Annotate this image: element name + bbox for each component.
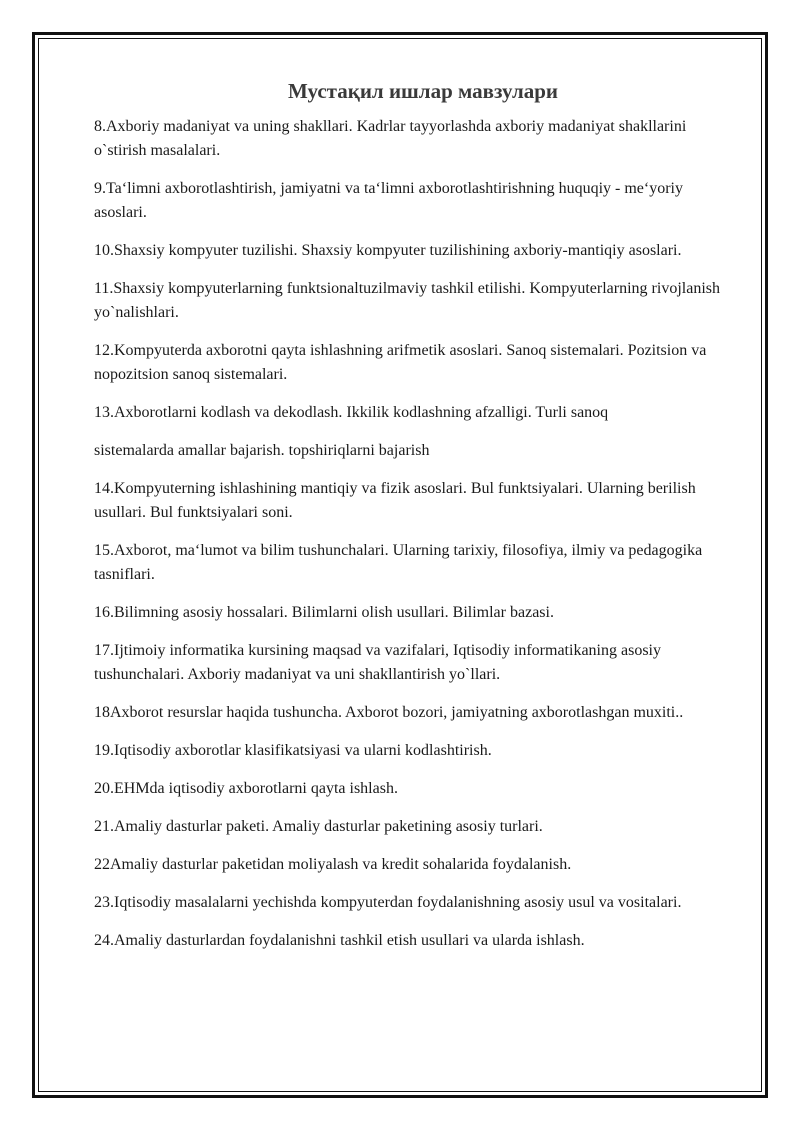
list-item-24: 24.Amaliy dasturlardan foydalanishni tashkil etish usullari va ularda ishlash. <box>94 932 585 949</box>
list-item-14: 14.Kompyuterning ishlashining mantiqiy va fizik asoslari. Bul funktsiyalari. Ularning berilish usullari. Bul funktsiyalari soni. <box>94 480 696 521</box>
list-item-18: 18Axborot resurslar haqida tushuncha. Axborot bozori, jamiyatning axborotlashgan muxiti.. <box>94 704 684 721</box>
list-item-15: 15.Axborot, ma‘lumot va bilim tushunchalari. Ularning tarixiy, filosofiya, ilmiy va pedagogika tasniflari. <box>94 542 703 583</box>
page-title: Мустақил ишлар мавзулари <box>287 79 559 103</box>
list-item-19: 19.Iqtisodiy axborotlar klasifikatsiyasi va ularni kodlashtirish. <box>94 742 492 759</box>
list-item-12: 12.Kompyuterda axborotni qayta ishlashning arifmetik asoslari. Sanoq sistemalari. Pozitsion va nopozitsion sanoq sistemalari. <box>94 342 707 383</box>
list-item-17: 17.Ijtimoiy informatika kursining maqsad va vazifalari, Iqtisodiy informatikaning asosiy tushunchalari. Axboriy madaniyat va uni shakllantirish yo`llari. <box>94 642 661 683</box>
list-item-11: 11.Shaxsiy kompyuterlarning funktsionaltuzilmaviy tashkil etilishi. Kompyuterlarning rivojlanish yo`nalishlari. <box>94 280 720 321</box>
list-item-10: 10.Shaxsiy kompyuter tuzilishi. Shaxsiy kompyuter tuzilishining axboriy-mantiqiy asoslari. <box>94 242 682 259</box>
list-item-23: 23.Iqtisodiy masalalarni yechishda kompyuterdan foydalanishning asosiy usul va vositalari. <box>94 894 682 911</box>
list-item-13-continuation: sistemalarda amallar bajarish. topshiriqlarni bajarish <box>94 442 430 459</box>
list-item-8: 8.Axboriy madaniyat va uning shakllari. Kadrlar tayyorlashda axboriy madaniyat shakllarini o`stirish masalalari. <box>94 118 687 159</box>
list-item-16: 16.Bilimning asosiy hossalari. Bilimlarni olish usullari. Bilimlar bazasi. <box>94 604 554 621</box>
list-item-22: 22Amaliy dasturlar paketidan moliyalash va kredit sohalarida foydalanish. <box>94 856 572 873</box>
document-body <box>94 76 734 967</box>
list-item-20: 20.EHMda iqtisodiy axborotlarni qayta ishlash. <box>94 780 398 797</box>
list-item-9: 9.Ta‘limni axborotlashtirish, jamiyatni va ta‘limni axborotlashtirishning huquqiy - me‘yoriy asoslari. <box>94 180 683 221</box>
list-item-13: 13.Axborotlarni kodlash va dekodlash. Ikkilik kodlashning afzalligi. Turli sanoq <box>94 404 609 421</box>
list-item-21: 21.Amaliy dasturlar paketi. Amaliy dasturlar paketining asosiy turlari. <box>94 818 543 835</box>
